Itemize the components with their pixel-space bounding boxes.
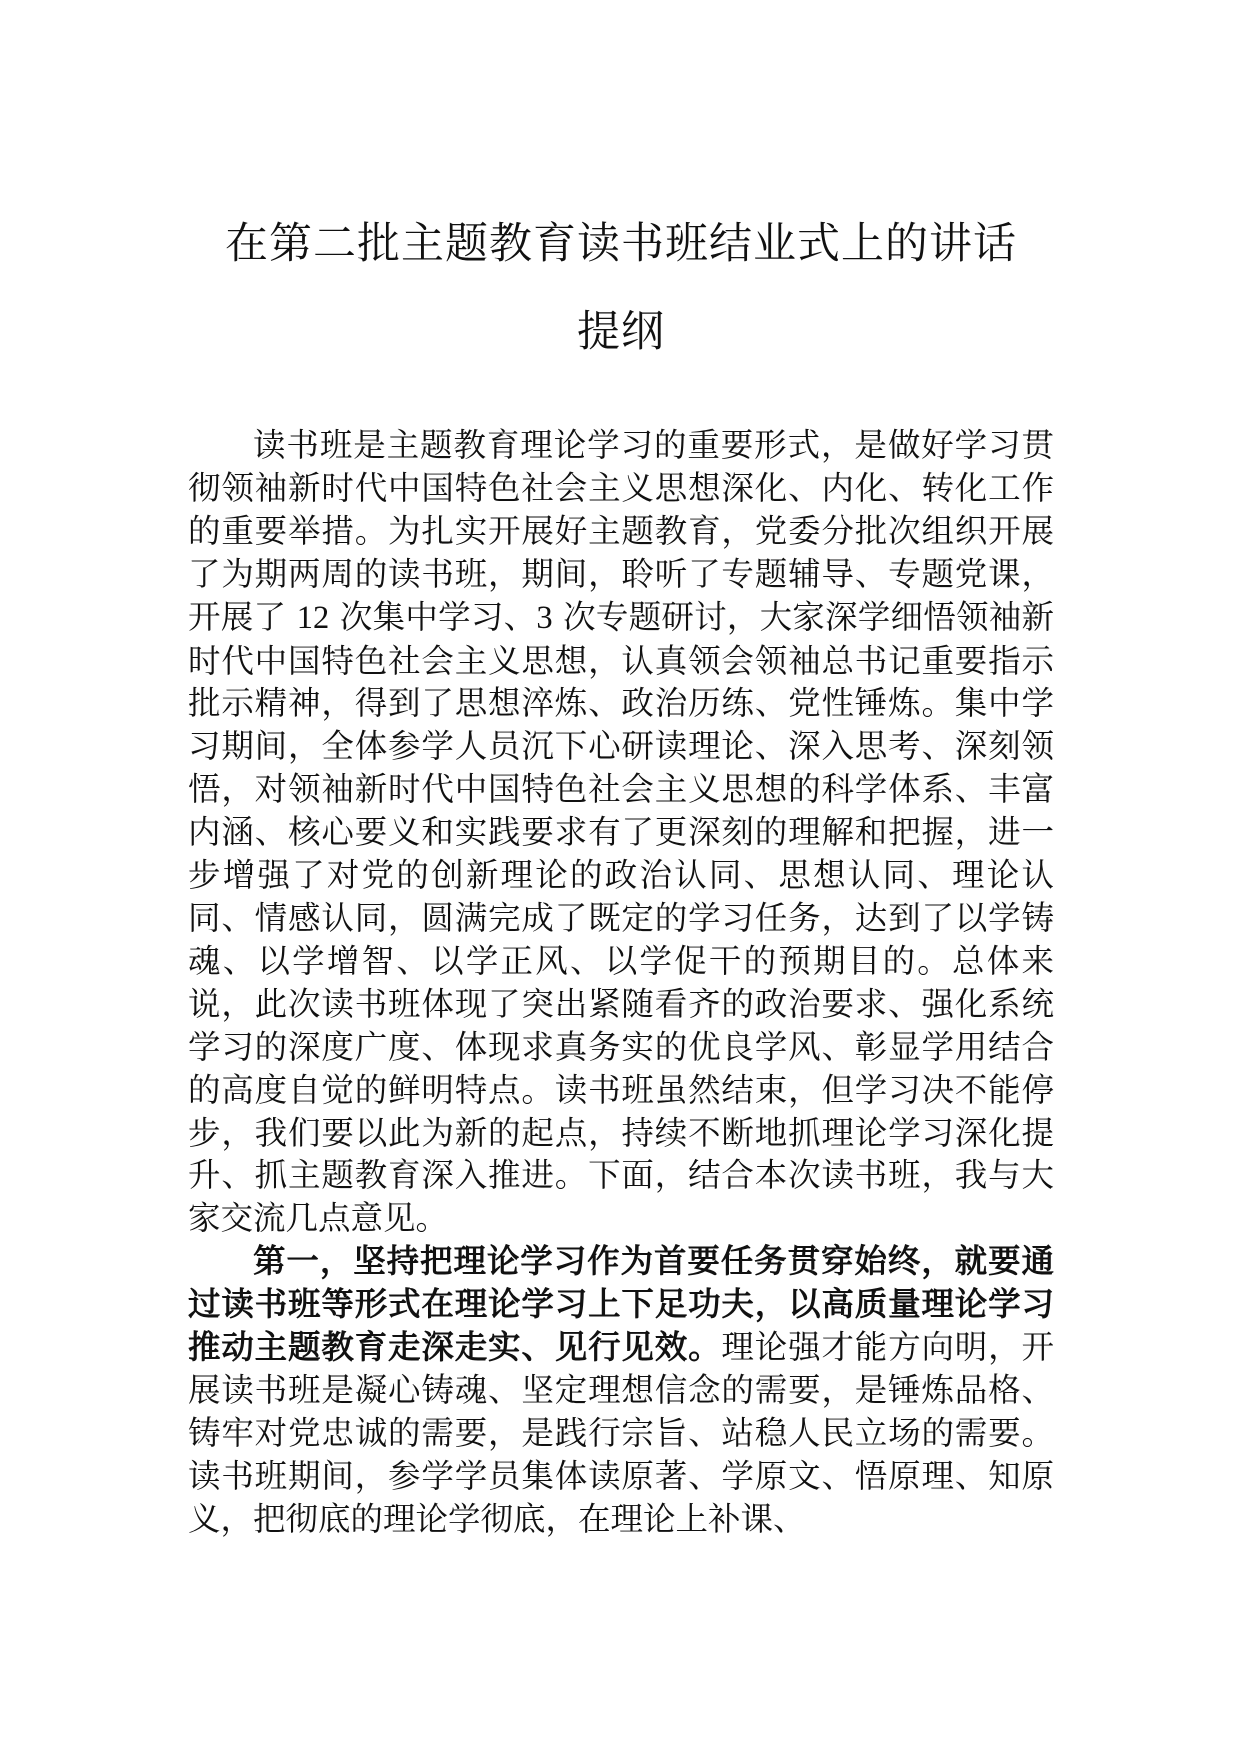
paragraph-heading: 第一，坚持把理论学习作为首要任务贯穿始终，就要通过读书班等形式在理论学习上下足功夫，以高质量理论学习推动主题教育走深走实、见行见效。 [188, 1242, 1054, 1367]
document-title-continued: 提纲 [577, 307, 665, 357]
paragraph-intro [188, 424, 1054, 1240]
paragraph-text: 理论强才能方向明，开展读书班是凝心铸魂、坚定理想信念的需要，是锤炼品格、铸牢对党忠诚的需要，是践行宗旨、站稳人民立场的需要。读书班期间，参学学员集体读原著、学原文、悟原理、知原义，把彻底的理论学彻底，在理论上补课、 [188, 1328, 1054, 1538]
paragraph-text: 读书班是主题教育理论学习的重要形式，是做好学习贯彻领袖新时代中国特色社会主义思想深化、内化、转化工作的重要举措。为扎实开展好主题教育，党委分批次组织开展了为期两周的读书班，期间，聆听了专题辅导、专题党课，开展了 12 次集中学习、3 次专题研讨，大家深学细悟领袖新时代中国特色社会主义思想，认真领会领袖总书记重要指示批示精神，得到了思想淬炼、政治历练、党性锤炼。集中学习期间，全体参学人员沉下心研读理论、深入思考、深刻领悟，对领袖新时代中国特色社会主义思想的科学体系、丰富内涵、核心要义和实践要求有了更深刻的理解和把握，进一步增强了对党的创新理论的政治认同、思想认同、理论认同、情感认同，圆满完成了既定的学习任务，达到了以学铸魂、以学增智、以学正风、以学促干的预期目的。总体来说，此次读书班体现了突出紧随看齐的政治要求、强化系统学习的深度广度、体现求真务实的优良学风、彰显学用结合的高度自觉的鲜明特点。读书班虽然结束，但学习决不能停步，我们要以此为新的起点，持续不断地抓理论学习深化提升、抓主题教育深入推进。下面，结合本次读书班，我与大家交流几点意见。 [188, 426, 1054, 1238]
document-title: 在第二批主题教育读书班结业式上的讲话 [225, 219, 1017, 269]
paragraph-point-one [188, 1240, 1054, 1540]
document-body [188, 424, 1054, 1541]
